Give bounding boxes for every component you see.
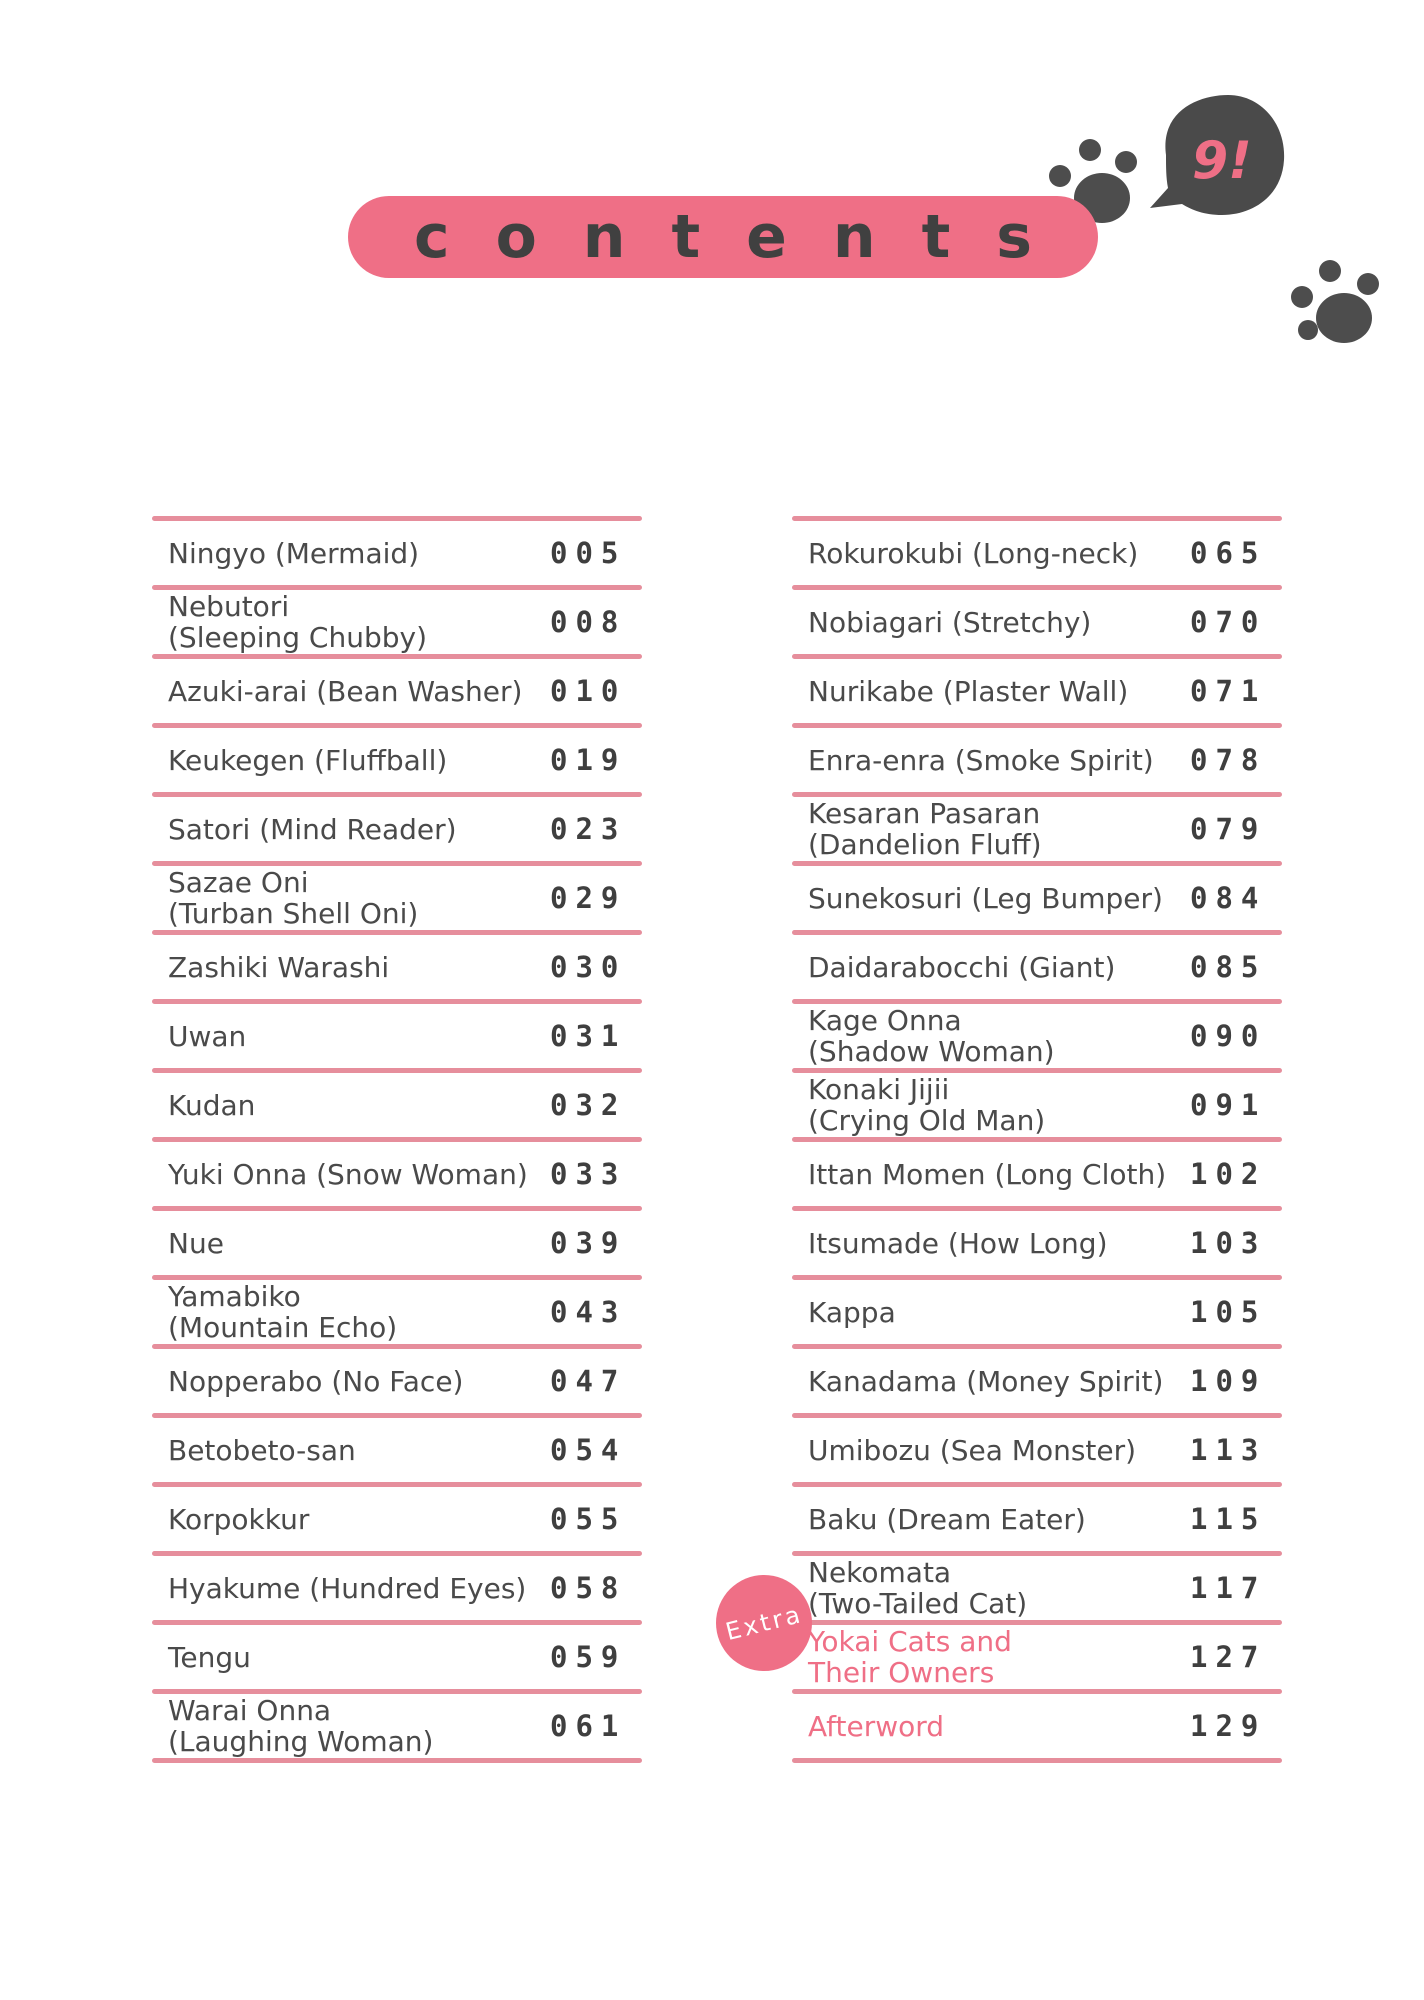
entry-title: Sunekosuri (Leg Bumper) [808, 881, 1163, 915]
toc-entry[interactable] [792, 1556, 1282, 1620]
entry-page-number: 023 [550, 812, 627, 846]
entry-page-number: 105 [1190, 1295, 1267, 1329]
entry-title: Zashiki Warashi [168, 950, 390, 984]
entry-page-number: 109 [1190, 1364, 1267, 1398]
entry-page-number: 065 [1190, 536, 1267, 570]
entry-page-number: 127 [1190, 1640, 1267, 1674]
entry-page-number: 102 [1190, 1157, 1267, 1191]
toc-entry[interactable] [792, 866, 1282, 930]
toc-entry[interactable] [152, 1418, 642, 1482]
entry-title: Yamabiko (Mountain Echo) [168, 1280, 398, 1344]
entry-title: Yuki Onna (Snow Woman) [168, 1157, 528, 1191]
toc-entry[interactable] [152, 1487, 642, 1551]
entry-page-number: 085 [1190, 950, 1267, 984]
entry-page-number: 079 [1190, 812, 1267, 846]
entry-page-number: 129 [1190, 1709, 1267, 1743]
toc-entry[interactable] [152, 1004, 642, 1068]
entry-page-number: 071 [1190, 674, 1267, 708]
extra-badge [716, 1575, 812, 1671]
entry-title: Umibozu (Sea Monster) [808, 1433, 1137, 1467]
entry-title: Sazae Oni (Turban Shell Oni) [168, 866, 419, 930]
entry-title: Nebutori (Sleeping Chubby) [168, 590, 427, 654]
toc-column-left [152, 516, 642, 1763]
entry-page-number: 008 [550, 605, 627, 639]
toc-entry[interactable] [792, 1418, 1282, 1482]
entry-title: Azuki-arai (Bean Washer) [168, 674, 523, 708]
entry-page-number: 113 [1190, 1433, 1267, 1467]
toc-entry[interactable] [792, 1142, 1282, 1206]
divider [792, 1758, 1282, 1763]
entry-page-number: 054 [550, 1433, 627, 1467]
toc-entry[interactable] [152, 659, 642, 723]
toc-entry[interactable] [152, 590, 642, 654]
entry-page-number: 031 [550, 1019, 627, 1053]
entry-title: Kanadama (Money Spirit) [808, 1364, 1164, 1398]
toc-entry[interactable] [152, 728, 642, 792]
entry-page-number: 070 [1190, 605, 1267, 639]
entry-page-number: 019 [550, 743, 627, 777]
toc-entry[interactable] [792, 935, 1282, 999]
entry-title: Ittan Momen (Long Cloth) [808, 1157, 1167, 1191]
entry-page-number: 047 [550, 1364, 627, 1398]
entry-title: Nue [168, 1226, 224, 1260]
entry-page-number: 010 [550, 674, 627, 708]
entry-title: Konaki Jijii (Crying Old Man) [808, 1073, 1046, 1137]
entry-title: Nekomata (Two-Tailed Cat) [808, 1556, 1028, 1620]
toc-entry[interactable] [152, 1211, 642, 1275]
entry-title: Hyakume (Hundred Eyes) [168, 1571, 527, 1605]
entry-title: Afterword [808, 1709, 945, 1743]
toc-entry[interactable] [792, 521, 1282, 585]
entry-title: Itsumade (How Long) [808, 1226, 1108, 1260]
toc-entry[interactable] [152, 1556, 642, 1620]
entry-page-number: 078 [1190, 743, 1267, 777]
toc-entry[interactable] [792, 1280, 1282, 1344]
entry-title: Kappa [808, 1295, 896, 1329]
volume-badge: 9! [1192, 131, 1252, 191]
entry-title: Keukegen (Fluffball) [168, 743, 448, 777]
entry-page-number: 030 [550, 950, 627, 984]
entry-title: Ningyo (Mermaid) [168, 536, 420, 570]
speech-bubble-icon [1150, 95, 1284, 215]
entry-page-number: 090 [1190, 1019, 1267, 1053]
entry-page-number: 033 [550, 1157, 627, 1191]
toc-entry[interactable] [792, 1073, 1282, 1137]
entry-page-number: 058 [550, 1571, 627, 1605]
entry-title: Nurikabe (Plaster Wall) [808, 674, 1129, 708]
entry-title: Rokurokubi (Long-neck) [808, 536, 1139, 570]
entry-title: Kudan [168, 1088, 256, 1122]
page-title: contents [414, 202, 1078, 272]
entry-page-number: 103 [1190, 1226, 1267, 1260]
entry-title: Betobeto-san [168, 1433, 356, 1467]
toc-entry[interactable] [152, 866, 642, 930]
toc-entry[interactable] [792, 728, 1282, 792]
entry-title: Satori (Mind Reader) [168, 812, 457, 846]
toc-entry[interactable] [152, 1349, 642, 1413]
entry-title: Yokai Cats and Their Owners [808, 1625, 1012, 1689]
toc-entry[interactable] [152, 1142, 642, 1206]
entry-page-number: 029 [550, 881, 627, 915]
entry-page-number: 055 [550, 1502, 627, 1536]
entry-title: Korpokkur [168, 1502, 310, 1536]
toc-entry[interactable] [792, 1487, 1282, 1551]
toc-entry[interactable] [152, 935, 642, 999]
divider [152, 1758, 642, 1763]
entry-page-number: 039 [550, 1226, 627, 1260]
paw-print-icon [1291, 260, 1379, 343]
contents-banner [348, 196, 1098, 278]
entry-title: Baku (Dream Eater) [808, 1502, 1086, 1536]
toc-entry[interactable] [792, 1211, 1282, 1275]
toc-column-right [792, 516, 1282, 1763]
entry-title: Daidarabocchi (Giant) [808, 950, 1116, 984]
entry-title: Uwan [168, 1019, 247, 1053]
entry-title: Kesaran Pasaran (Dandelion Fluff) [808, 797, 1042, 861]
entry-page-number: 032 [550, 1088, 627, 1122]
entry-page-number: 091 [1190, 1088, 1267, 1122]
entry-title: Enra-enra (Smoke Spirit) [808, 743, 1154, 777]
toc-entry[interactable] [152, 1073, 642, 1137]
entry-page-number: 061 [550, 1709, 627, 1743]
entry-page-number: 005 [550, 536, 627, 570]
entry-page-number: 059 [550, 1640, 627, 1674]
toc-entry[interactable] [152, 521, 642, 585]
entry-page-number: 115 [1190, 1502, 1267, 1536]
toc-entry[interactable] [152, 797, 642, 861]
toc-entry[interactable] [152, 1694, 642, 1758]
toc-entry[interactable] [152, 1625, 642, 1689]
extra-badge-label: Extra [722, 1599, 806, 1647]
entry-page-number: 084 [1190, 881, 1267, 915]
toc-entry[interactable] [792, 1004, 1282, 1068]
toc-entry[interactable] [792, 797, 1282, 861]
entry-page-number: 043 [550, 1295, 627, 1329]
entry-page-number: 117 [1190, 1571, 1267, 1605]
toc-entry[interactable] [792, 590, 1282, 654]
toc-entry[interactable] [152, 1280, 642, 1344]
entry-title: Kage Onna (Shadow Woman) [808, 1004, 1055, 1068]
entry-title: Tengu [168, 1640, 251, 1674]
entry-title: Nobiagari (Stretchy) [808, 605, 1092, 639]
entry-title: Warai Onna (Laughing Woman) [168, 1694, 434, 1758]
toc-entry[interactable] [792, 1694, 1282, 1758]
toc-entry[interactable] [792, 1349, 1282, 1413]
toc-entry[interactable] [792, 1625, 1282, 1689]
toc-entry[interactable] [792, 659, 1282, 723]
entry-title: Nopperabo (No Face) [168, 1364, 464, 1398]
